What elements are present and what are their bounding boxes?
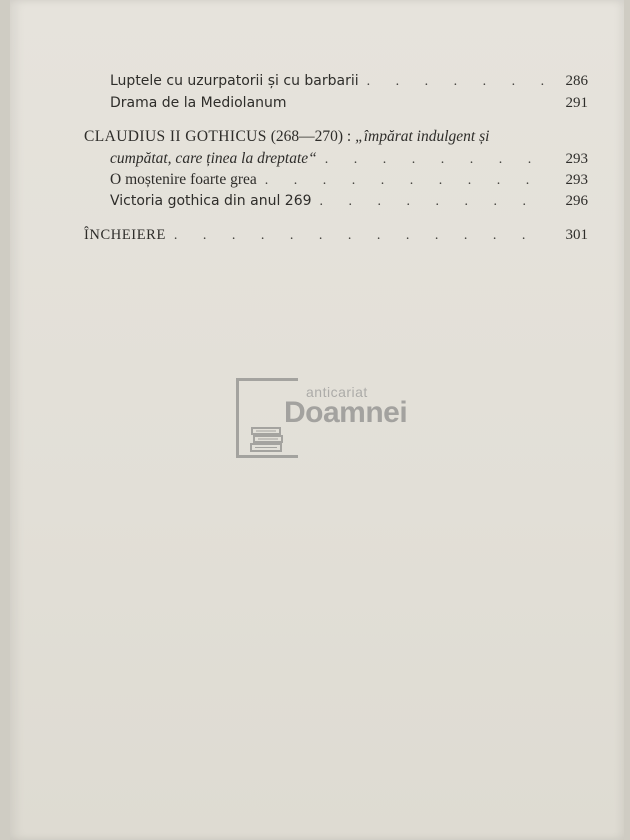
toc-page-number: 291: [565, 95, 588, 111]
dot-leader: [367, 71, 550, 93]
dot-leader: [325, 149, 550, 171]
toc-page-number: 301: [565, 227, 588, 243]
toc-entry: [110, 70, 588, 92]
chapter-years: (268—270) :: [270, 128, 352, 145]
toc-entry-title: Luptele cu uzurpatorii și cu barbarii: [110, 73, 359, 89]
toc-entry: [110, 190, 588, 212]
toc-entry-title: O moștenire foarte grea: [110, 171, 257, 188]
chapter-title: [84, 126, 489, 148]
toc-entry-title: Drama de la Mediolanum: [110, 95, 287, 111]
toc-entry: [84, 224, 588, 246]
watermark-small-text: anticariat: [306, 384, 368, 400]
toc-page-number: 286: [565, 73, 588, 89]
toc-entry: [110, 92, 588, 114]
toc-page-number: 293: [565, 172, 588, 188]
dot-leader: [174, 225, 550, 247]
dot-leader: [320, 191, 550, 213]
dot-leader: [265, 170, 550, 192]
chapter-name: CLAUDIUS II GOTHICUS: [84, 128, 267, 145]
toc-entry: [110, 169, 588, 191]
chapter-quote-line-1: „împărat indulgent și: [355, 128, 490, 145]
toc-page-number: 293: [565, 151, 588, 167]
toc-chapter-heading: [84, 126, 588, 148]
book-page: [10, 0, 624, 840]
toc-entry: [110, 148, 588, 170]
chapter-quote-line-2: cumpătat, care ținea la dreptate“: [110, 150, 317, 167]
books-icon: [250, 426, 284, 454]
toc-page-number: 296: [565, 193, 588, 209]
toc-entry-title: ÎNCHEIERE: [84, 227, 166, 243]
toc-entry-title: Victoria gothica din anul 269: [110, 193, 312, 209]
watermark-logo: [236, 378, 416, 462]
watermark-brand-text: Doamnei: [284, 396, 408, 429]
